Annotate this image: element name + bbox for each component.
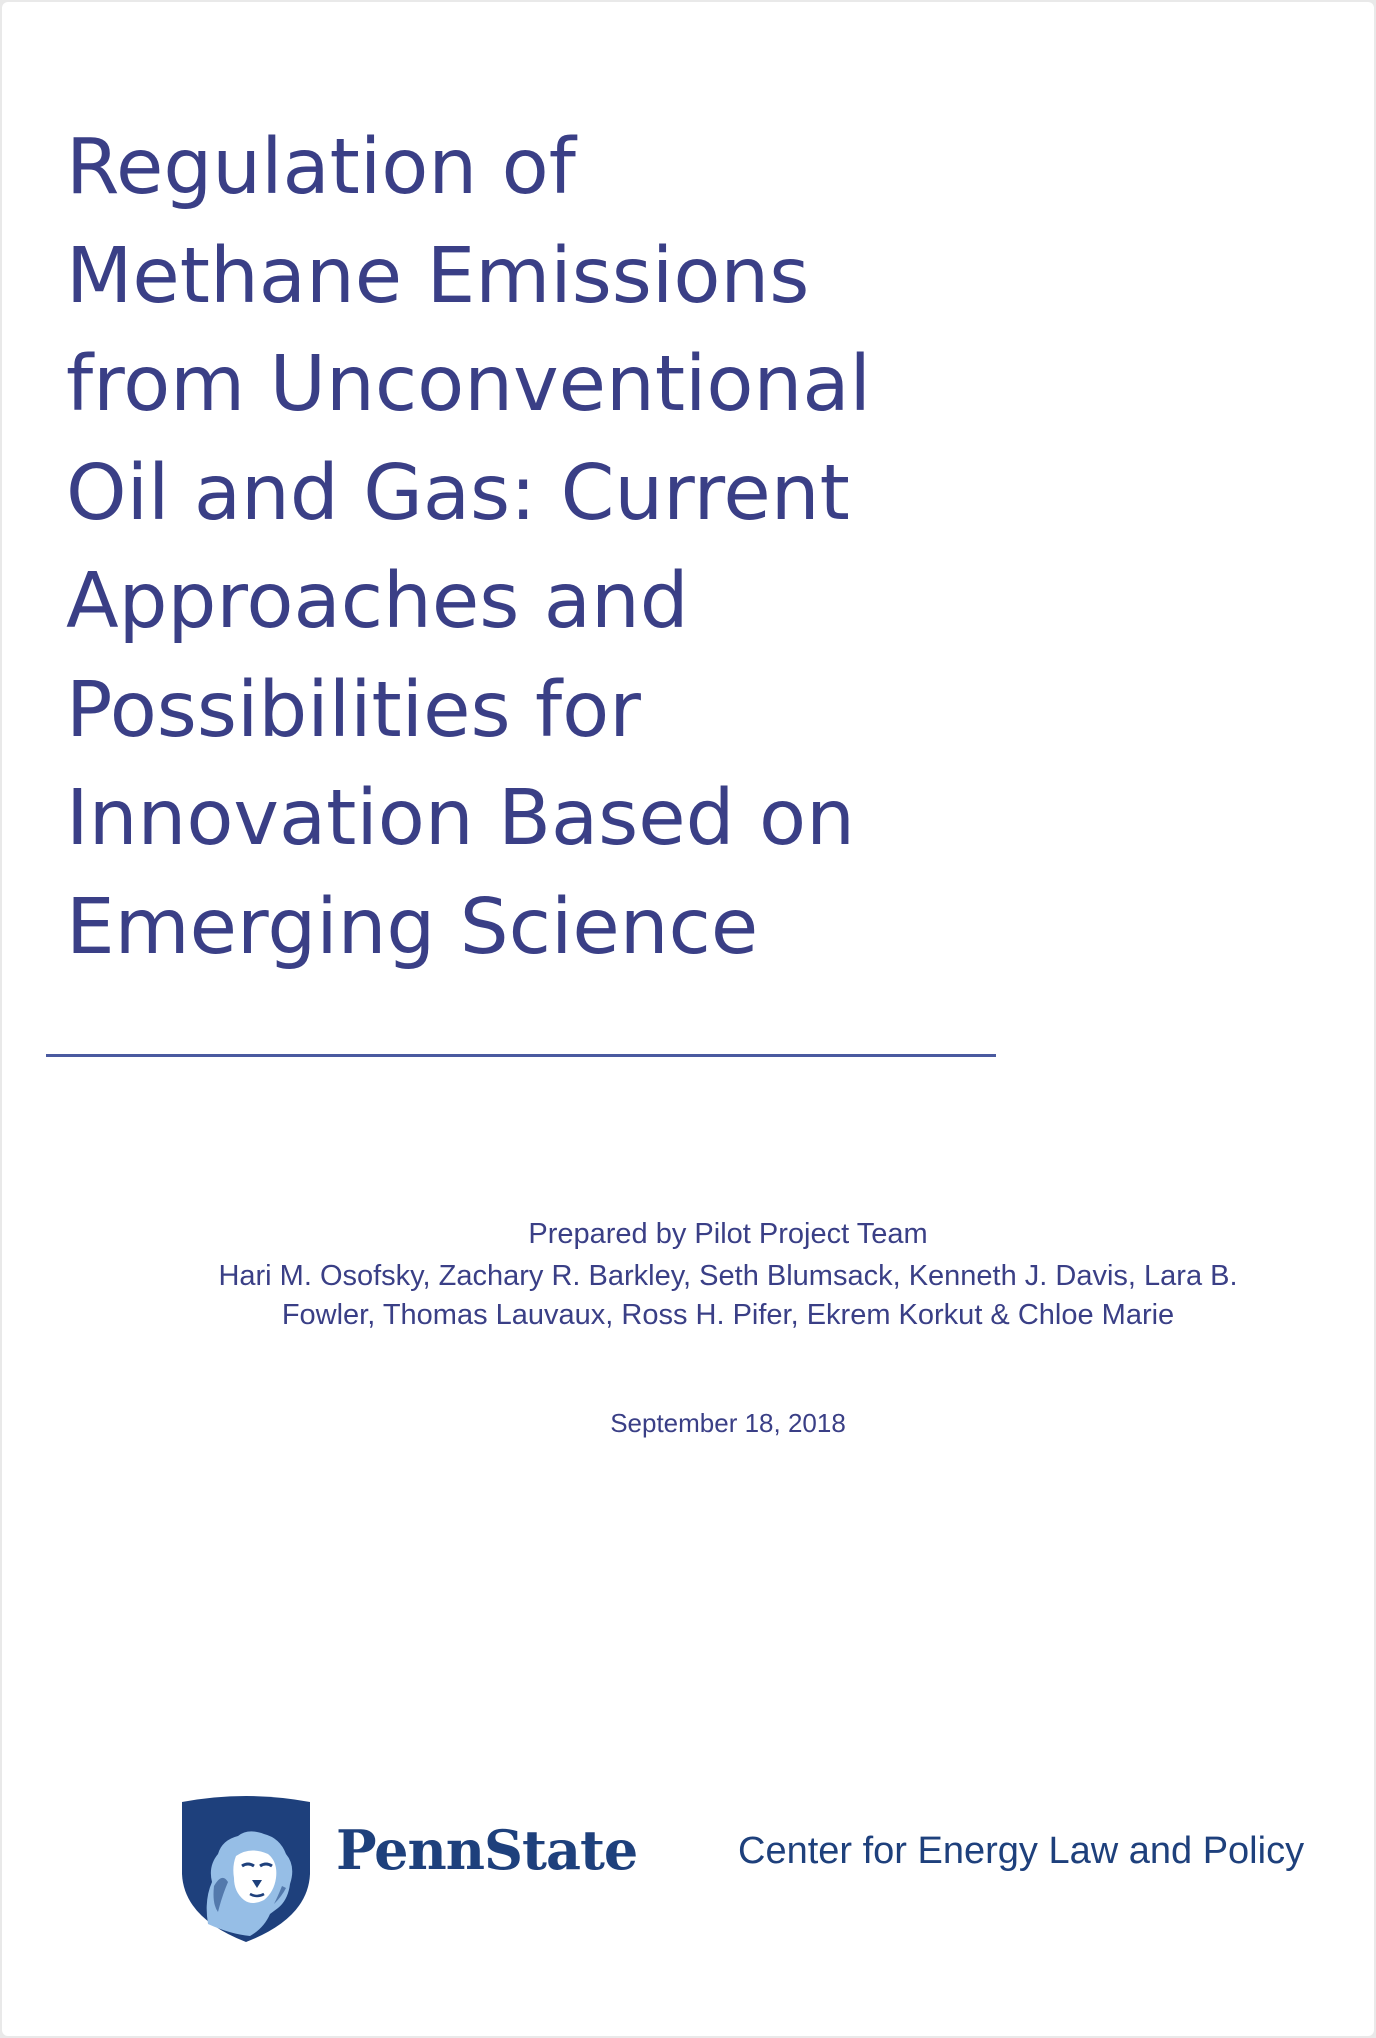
title-divider bbox=[46, 1054, 996, 1057]
publication-date: September 18, 2018 bbox=[610, 1408, 846, 1438]
center-name: Center for Energy Law and Policy bbox=[738, 1830, 1305, 1872]
title-line: Possibilities for bbox=[66, 665, 641, 755]
author-line: Fowler, Thomas Lauvaux, Ross H. Pifer, Ekrem Korkut & Chloe Marie bbox=[281, 1299, 1175, 1331]
title-line: Approaches and bbox=[66, 557, 689, 646]
title-line: Oil and Gas: Current bbox=[66, 448, 850, 538]
document-title bbox=[66, 114, 966, 982]
nittany-lion-shield-icon bbox=[178, 1796, 314, 1946]
prepared-by-line: Prepared by Pilot Project Team bbox=[528, 1218, 928, 1250]
document-page bbox=[2, 2, 1374, 2036]
title-line: Methane Emissions bbox=[66, 231, 810, 321]
title-line: Regulation of bbox=[66, 123, 576, 212]
title-line: Innovation Based on bbox=[66, 774, 855, 863]
author-list bbox=[132, 1257, 1324, 1335]
pennstate-wordmark: PennState bbox=[336, 1818, 638, 1882]
author-line: Hari M. Osofsky, Zachary R. Barkley, Seth Blumsack, Kenneth J. Davis, Lara B. bbox=[218, 1260, 1238, 1292]
title-line: from Unconventional bbox=[66, 340, 871, 429]
title-line: Emerging Science bbox=[66, 882, 759, 972]
